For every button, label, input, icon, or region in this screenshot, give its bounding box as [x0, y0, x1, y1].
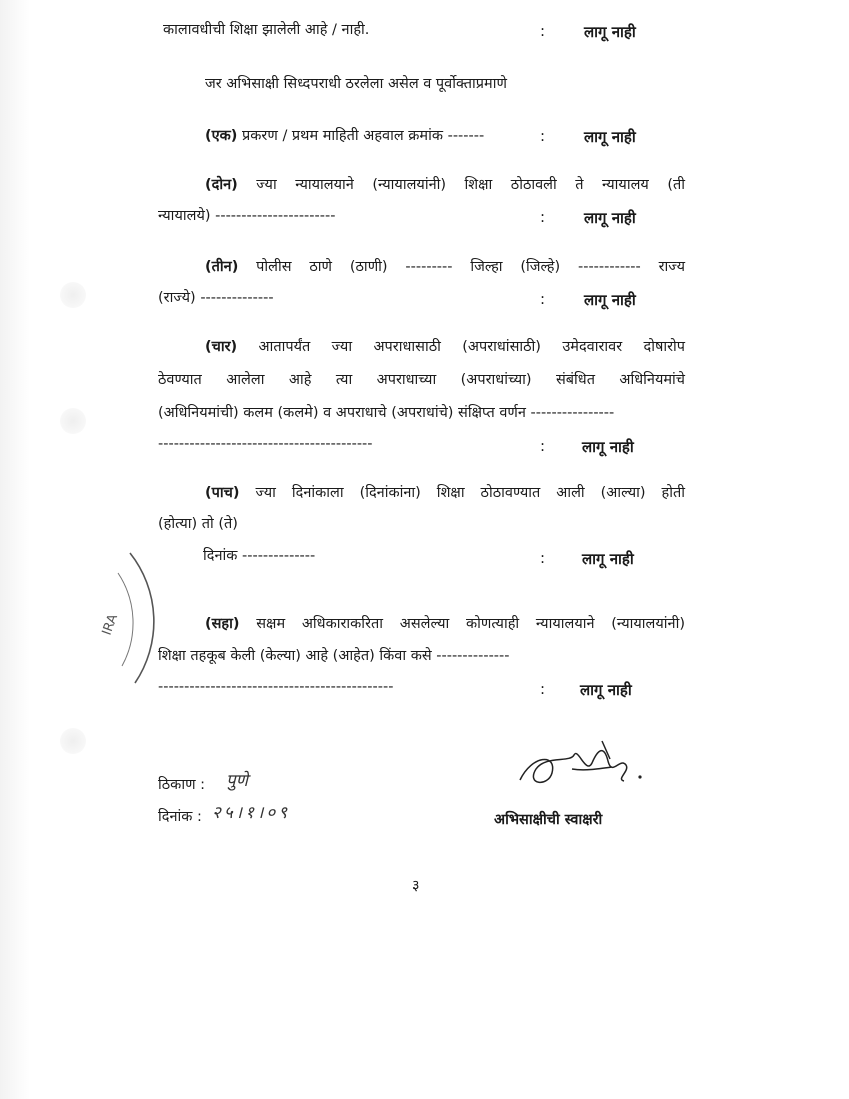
- item-text: सक्षम अधिकाराकरिता असलेल्या कोणत्याही न्यायालयाने (न्यायालयांनी): [256, 616, 685, 632]
- item-six-line1: [205, 614, 685, 634]
- item-label: (तीन): [205, 259, 239, 275]
- item-label: (पाच): [205, 485, 240, 501]
- colon: :: [540, 437, 546, 455]
- answer-not-applicable: लागू नाही: [584, 209, 636, 227]
- item-text: आतापर्यंत ज्या अपराधासाठी (अपराधांसाठी) उमेदवारावर दोषारोप: [258, 339, 686, 355]
- conviction-line: कालावधीची शिक्षा झालेली आहे / नाही.: [163, 22, 370, 38]
- item-text: प्रकरण / प्रथम माहिती अहवाल क्रमांक -------: [242, 128, 485, 144]
- seal-lettering: IRA: [99, 612, 122, 638]
- signature-image: [512, 735, 652, 795]
- item-four-line1: [205, 337, 685, 357]
- punch-hole: [60, 408, 86, 434]
- item-text: पोलीस ठाणे (ठाणी) --------- जिल्हा (जिल्हे) ------------ राज्य: [256, 259, 685, 275]
- item-five-line1: [205, 483, 685, 503]
- answer-not-applicable: लागू नाही: [584, 128, 636, 146]
- item-two-line2: न्यायालये) -----------------------: [158, 208, 336, 224]
- item-text: ज्या न्यायालयाने (न्यायालयांनी) शिक्षा ठोठावली ते न्यायालय (ती: [256, 177, 685, 193]
- punch-hole: [60, 282, 86, 308]
- colon: :: [540, 549, 546, 567]
- answer-not-applicable: लागू नाही: [582, 550, 634, 568]
- colon: :: [540, 680, 546, 698]
- item-four-line4: -----------------------------------------: [158, 436, 373, 452]
- colon: :: [540, 127, 546, 145]
- intro-text: जर अभिसाक्षी सिध्दपराधी ठरलेला असेल व पूर्वोक्ताप्रमाणे: [205, 76, 507, 92]
- item-text: ज्या दिनांकाला (दिनांकांना) शिक्षा ठोठावण्यात आली (आल्या) होती: [255, 485, 686, 501]
- date-handwritten: २५।१।०९: [212, 803, 291, 823]
- item-six-line3: ---------------------------------------------: [158, 679, 394, 695]
- page-number: ३: [412, 878, 420, 894]
- place-handwritten: पुणे: [226, 771, 248, 791]
- colon: :: [540, 22, 546, 40]
- answer-not-applicable: लागू नाही: [582, 438, 634, 456]
- official-seal-stamp: [0, 548, 160, 698]
- item-four-line3: (अधिनियमांची) कलम (कलमे) व अपराधाचे (अपराधांचे) संक्षिप्त वर्णन ----------------: [158, 405, 615, 421]
- answer-not-applicable: लागू नाही: [584, 23, 636, 41]
- item-label: (दोन): [205, 177, 238, 193]
- item-six-line2: शिक्षा तहकूब केली (केल्या) आहे (आहेत) किंवा कसे --------------: [158, 648, 510, 664]
- answer-not-applicable: लागू नाही: [580, 681, 632, 699]
- punch-hole: [60, 728, 86, 754]
- item-five-line2: (होत्या) तो (ते): [158, 516, 238, 532]
- item-label: (चार): [205, 339, 238, 355]
- item-two-line1: [205, 175, 685, 195]
- item-label: (सहा): [205, 616, 240, 632]
- item-three-line1: [205, 257, 685, 277]
- item-five-date-line: दिनांक --------------: [203, 548, 316, 564]
- date-label: दिनांक :: [158, 809, 202, 825]
- item-four-line2: ठेवण्यात आलेला आहे त्या अपराधाच्या (अपराधांच्या) संबंधित अधिनियमांचे: [158, 372, 685, 388]
- colon: :: [540, 290, 546, 308]
- item-three-line2: (राज्ये) --------------: [158, 290, 274, 306]
- signature-label: अभिसाक्षीची स्वाक्षरी: [494, 812, 603, 828]
- answer-not-applicable: लागू नाही: [584, 291, 636, 309]
- item-label: (एक): [205, 128, 238, 144]
- place-label: ठिकाण :: [158, 777, 206, 793]
- item-one: [205, 126, 484, 146]
- colon: :: [540, 208, 546, 226]
